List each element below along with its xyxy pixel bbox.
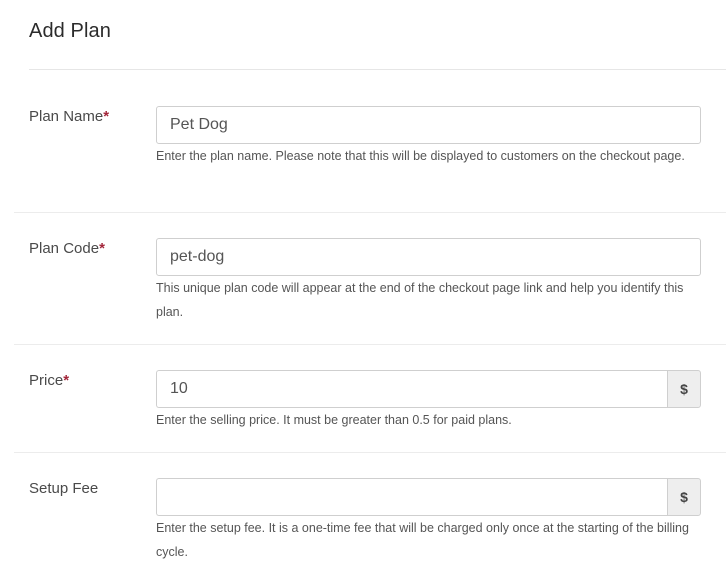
plan-name-input[interactable] bbox=[156, 106, 701, 144]
dollar-addon: $ bbox=[667, 370, 701, 408]
plan-code-label: Plan Code* bbox=[29, 240, 105, 257]
row-divider bbox=[14, 452, 726, 453]
setup-fee-input[interactable] bbox=[156, 478, 667, 516]
setup-fee-label: Setup Fee bbox=[29, 480, 99, 497]
setup-fee-help: Enter the setup fee. It is a one-time fee that will be charged only once at the starting of the billing cycle. bbox=[156, 521, 689, 559]
plan-name-label: Plan Name* bbox=[29, 108, 110, 125]
price-label: Price* bbox=[29, 372, 70, 389]
price-help: Enter the selling price. It must be greater than 0.5 for paid plans. bbox=[156, 413, 512, 427]
required-mark: * bbox=[63, 372, 70, 389]
page-title: Add Plan bbox=[29, 20, 111, 42]
required-mark: * bbox=[103, 108, 110, 125]
title-divider bbox=[29, 69, 726, 70]
price-input-group bbox=[156, 370, 701, 408]
row-divider bbox=[14, 344, 726, 345]
plan-code-input[interactable] bbox=[156, 238, 701, 276]
required-mark: * bbox=[99, 240, 105, 257]
price-input[interactable] bbox=[156, 370, 667, 408]
setup-fee-input-group bbox=[156, 478, 701, 516]
row-divider bbox=[14, 212, 726, 213]
plan-code-help: This unique plan code will appear at the end of the checkout page link and help you identify this plan. bbox=[156, 281, 684, 319]
dollar-addon: $ bbox=[667, 478, 701, 516]
plan-name-help: Enter the plan name. Please note that this will be displayed to customers on the checkout page. bbox=[156, 149, 685, 163]
